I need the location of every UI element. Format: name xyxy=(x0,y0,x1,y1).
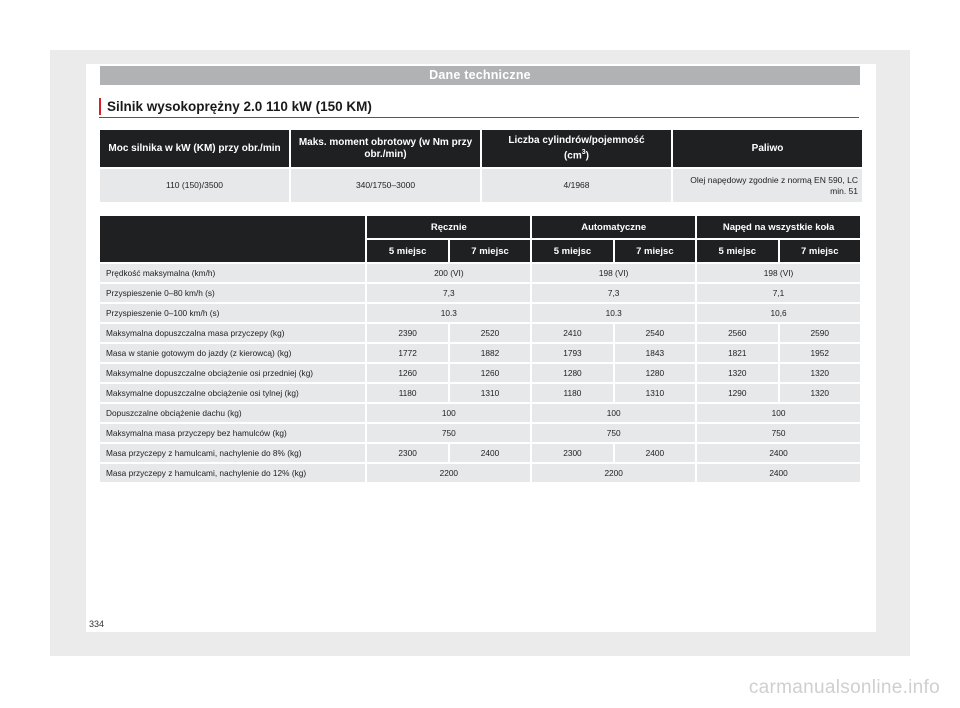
table-cell: 2520 xyxy=(450,324,530,342)
table-row xyxy=(100,284,860,302)
page-number: 334 xyxy=(89,619,105,629)
table-cell: 2300 xyxy=(367,444,447,462)
table-row xyxy=(100,264,860,282)
perf-subheader: 5 miejsc xyxy=(697,240,777,262)
table-cell: 1180 xyxy=(367,384,447,402)
table-cell: 2590 xyxy=(780,324,860,342)
table-cell: 750 xyxy=(697,424,860,442)
table-cell: 7,1 xyxy=(697,284,860,302)
table-cell: 2300 xyxy=(532,444,612,462)
perf-subheader: 5 miejsc xyxy=(367,240,447,262)
table-cell: 200 (VI) xyxy=(367,264,530,282)
engine-header-fuel: Paliwo xyxy=(673,130,862,167)
title-rule xyxy=(99,117,859,118)
engine-header-unit-sup: 3 xyxy=(581,148,586,156)
table-row xyxy=(100,404,860,422)
engine-value-fuel: Olej napędowy zgodnie z normą EN 590, LC min. 51 xyxy=(673,169,862,202)
table-cell: 1310 xyxy=(615,384,695,402)
perf-group-manual: Ręcznie xyxy=(367,216,530,238)
table-cell: 1180 xyxy=(532,384,612,402)
table-row xyxy=(100,364,860,382)
table-cell: 7,3 xyxy=(367,284,530,302)
watermark: carmanualsonline.info xyxy=(748,677,940,698)
row-label: Masa przyczepy z hamulcami, nachylenie do 8% (kg) xyxy=(100,444,365,462)
table-cell: 100 xyxy=(532,404,695,422)
engine-table-row xyxy=(100,169,862,202)
table-cell: 2200 xyxy=(532,464,695,482)
table-cell: 1290 xyxy=(697,384,777,402)
table-row xyxy=(100,444,860,462)
table-cell: 7,3 xyxy=(532,284,695,302)
table-cell: 1320 xyxy=(780,364,860,382)
engine-table-header-row xyxy=(100,130,862,167)
table-row xyxy=(100,424,860,442)
table-cell: 2400 xyxy=(615,444,695,462)
engine-value-power: 110 (150)/3500 xyxy=(100,169,289,202)
performance-table xyxy=(98,214,862,484)
perf-group-automatic: Automatyczne xyxy=(532,216,695,238)
engine-header-unit-end: ) xyxy=(585,150,590,162)
engine-header-power: Moc silnika w kW (KM) przy obr./min xyxy=(100,130,289,167)
table-cell: 2400 xyxy=(697,444,860,462)
table-row xyxy=(100,304,860,322)
engine-table xyxy=(98,128,864,204)
engine-header-unit: (cm xyxy=(563,150,582,162)
row-label: Maksymalne dopuszczalne obciążenie osi przedniej (kg) xyxy=(100,364,365,382)
chapter-header: Dane techniczne xyxy=(100,66,860,85)
perf-subheader: 7 miejsc xyxy=(615,240,695,262)
table-cell: 2390 xyxy=(367,324,447,342)
engine-header-cylinders xyxy=(482,130,671,167)
perf-subheader: 7 miejsc xyxy=(780,240,860,262)
table-cell: 1952 xyxy=(780,344,860,362)
table-row xyxy=(100,324,860,342)
row-label: Maksymalna masa przyczepy bez hamulców (kg) xyxy=(100,424,365,442)
table-cell: 2400 xyxy=(450,444,530,462)
row-label: Przyspieszenie 0–100 km/h (s) xyxy=(100,304,365,322)
table-cell: 198 (VI) xyxy=(697,264,860,282)
table-cell: 1280 xyxy=(615,364,695,382)
engine-value-torque: 340/1750–3000 xyxy=(291,169,480,202)
table-row xyxy=(100,384,860,402)
table-cell: 1882 xyxy=(450,344,530,362)
row-label: Prędkość maksymalna (km/h) xyxy=(100,264,365,282)
table-cell: 2200 xyxy=(367,464,530,482)
table-cell: 1320 xyxy=(697,364,777,382)
table-cell: 10,6 xyxy=(697,304,860,322)
table-cell: 1772 xyxy=(367,344,447,362)
table-cell: 198 (VI) xyxy=(532,264,695,282)
perf-subheader: 7 miejsc xyxy=(450,240,530,262)
perf-corner-cell xyxy=(100,216,365,262)
table-row xyxy=(100,344,860,362)
table-cell: 100 xyxy=(697,404,860,422)
table-cell: 1793 xyxy=(532,344,612,362)
row-label: Maksymalne dopuszczalne obciążenie osi tylnej (kg) xyxy=(100,384,365,402)
title-accent-bar xyxy=(99,98,101,115)
row-label: Maksymalna dopuszczalna masa przyczepy (kg) xyxy=(100,324,365,342)
table-cell: 1260 xyxy=(367,364,447,382)
perf-group-awd: Napęd na wszystkie koła xyxy=(697,216,860,238)
row-label: Przyspieszenie 0–80 km/h (s) xyxy=(100,284,365,302)
table-cell: 1821 xyxy=(697,344,777,362)
row-label: Masa w stanie gotowym do jazdy (z kierowcą) (kg) xyxy=(100,344,365,362)
row-label: Masa przyczepy z hamulcami, nachylenie do 12% (kg) xyxy=(100,464,365,482)
table-cell: 1280 xyxy=(532,364,612,382)
table-row xyxy=(100,464,860,482)
table-cell: 10.3 xyxy=(532,304,695,322)
table-cell: 1260 xyxy=(450,364,530,382)
table-cell: 1320 xyxy=(780,384,860,402)
section-title: Silnik wysokoprężny 2.0 110 kW (150 KM) xyxy=(107,99,372,114)
row-label: Dopuszczalne obciążenie dachu (kg) xyxy=(100,404,365,422)
perf-group-header-row xyxy=(100,216,860,238)
table-cell: 100 xyxy=(367,404,530,422)
table-cell: 10.3 xyxy=(367,304,530,322)
table-cell: 1843 xyxy=(615,344,695,362)
table-cell: 1310 xyxy=(450,384,530,402)
table-cell: 2400 xyxy=(697,464,860,482)
table-cell: 750 xyxy=(367,424,530,442)
perf-subheader: 5 miejsc xyxy=(532,240,612,262)
table-cell: 2410 xyxy=(532,324,612,342)
table-cell: 750 xyxy=(532,424,695,442)
engine-value-cylinders: 4/1968 xyxy=(482,169,671,202)
table-cell: 2540 xyxy=(615,324,695,342)
engine-header-torque: Maks. moment obrotowy (w Nm przy obr./min) xyxy=(291,130,480,167)
engine-header-cylinders-text: Liczba cylindrów/pojemność xyxy=(508,134,645,146)
table-cell: 2560 xyxy=(697,324,777,342)
